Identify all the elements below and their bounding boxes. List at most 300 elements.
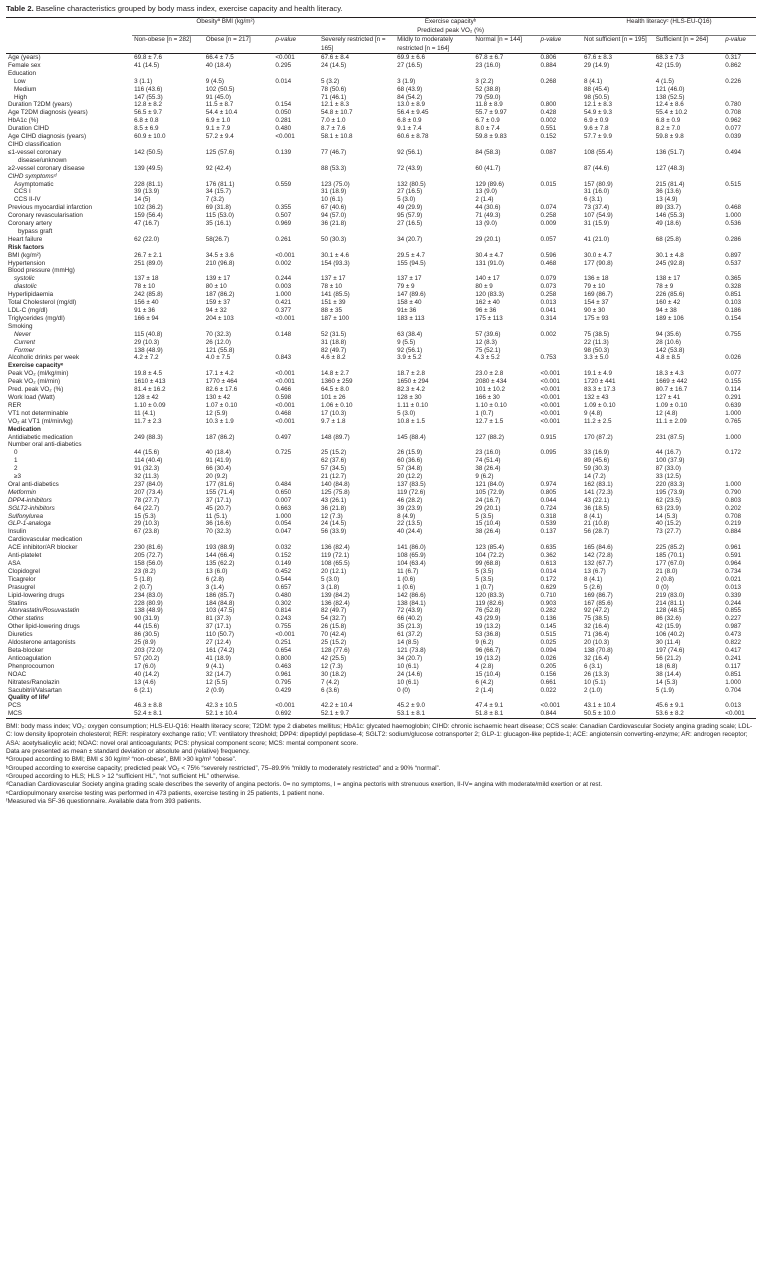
table-row xyxy=(6,283,756,291)
cell-value: 0.884 xyxy=(540,61,557,69)
cell-value xyxy=(473,267,538,275)
cell-value: 231 (87.5) xyxy=(655,433,685,441)
row-label: Anti-platelet xyxy=(8,552,42,560)
cell-value xyxy=(273,173,319,181)
cell-value xyxy=(132,141,204,149)
table-label: Table 2. xyxy=(6,4,34,13)
cell-value: 0.755 xyxy=(725,330,742,338)
cell-value xyxy=(273,473,319,481)
cell-value: 155 (71.4) xyxy=(205,488,235,496)
cell-value: 157 (80.9) xyxy=(584,180,613,188)
cell-value: 1.10 ± 0.09 xyxy=(134,401,166,409)
cell-value: 0.149 xyxy=(275,560,292,567)
cell-value xyxy=(273,165,319,173)
cell-value: 0.117 xyxy=(725,662,741,670)
cell-value: 13 (6.0) xyxy=(205,567,228,575)
cell-value xyxy=(319,70,395,78)
cell-value: 0.137 xyxy=(540,528,557,536)
cell-value: 23 (8.2) xyxy=(134,567,156,575)
cell-value xyxy=(204,70,274,78)
cell-value: 17 (6.0) xyxy=(134,662,156,670)
cell-value: 59.8 ± 9.83 xyxy=(475,133,507,141)
cell-value xyxy=(319,157,395,165)
cell-value: 0.291 xyxy=(725,393,742,401)
cell-value: 56 (33.9) xyxy=(320,528,347,536)
cell-value: 214 (81.1) xyxy=(655,599,685,607)
cell-value: 1.000 xyxy=(275,291,292,299)
cell-value: 142 (72.8) xyxy=(584,552,613,560)
cell-value: 10.8 ± 1.5 xyxy=(397,417,426,425)
row-label: ≤1-vessel coronary xyxy=(8,148,62,156)
cell-value: 121 (84.0) xyxy=(475,480,505,488)
cell-value: 156 ± 40 xyxy=(134,299,159,307)
cell-value: 59 (30.3) xyxy=(584,465,610,473)
cell-value xyxy=(723,157,756,165)
cell-value: 0.013 xyxy=(725,702,742,710)
cell-value: 5 (3.5) xyxy=(475,575,494,583)
cell-value: 12 (8.3) xyxy=(475,338,498,346)
section-header-row xyxy=(6,426,756,434)
cell-value: 0.136 xyxy=(540,615,557,623)
cell-value: 52.1 ± 9.7 xyxy=(320,710,349,718)
cell-value xyxy=(273,339,319,347)
cell-value: 6.7 ± 0.9 xyxy=(475,117,500,125)
cell-value: 38 (14.4) xyxy=(655,670,681,678)
cell-value: 0.806 xyxy=(540,54,557,61)
cell-value: 1.10 ± 0.10 xyxy=(475,401,507,409)
row-label: Other lipid-lowering drugs xyxy=(8,623,80,631)
exercise-group-subtitle: Predicted peak VO₂ (%) xyxy=(417,26,484,34)
cell-value: 0.539 xyxy=(540,520,557,528)
cell-value: 160 ± 42 xyxy=(655,299,681,307)
cell-value: 119 (72.1) xyxy=(320,552,350,560)
cell-value: 12.1 ± 8.3 xyxy=(584,101,612,109)
column-header-row xyxy=(6,36,756,54)
cell-value: 0.629 xyxy=(540,583,557,591)
row-label: Heart failure xyxy=(8,235,43,243)
table-row xyxy=(6,679,756,687)
cell-value: <0.001 xyxy=(275,314,295,322)
cell-value: <0.001 xyxy=(540,401,560,409)
cell-value: 64 (22.7) xyxy=(134,504,160,512)
table-body xyxy=(6,54,756,719)
cell-value: 0.803 xyxy=(725,496,742,504)
cell-value: 5 (3.0) xyxy=(397,196,416,204)
cell-value: 0.244 xyxy=(275,275,292,283)
cell-value: 2 (1.4) xyxy=(475,686,494,694)
cell-value: 6.9 ± 0.9 xyxy=(584,117,609,125)
cell-value: 5 (3.5) xyxy=(475,567,494,575)
cell-value: 4.3 ± 5.2 xyxy=(475,354,500,362)
cell-value: 0.282 xyxy=(540,607,557,615)
row-label: Diuretics xyxy=(8,631,33,639)
cell-value: 72 (43.9) xyxy=(397,607,423,615)
cell-value: 0.961 xyxy=(725,544,742,552)
cell-value: 6.8 ± 0.9 xyxy=(397,117,422,125)
cell-value: 169 (86.7) xyxy=(584,591,613,599)
cell-value: 32 (16.4) xyxy=(584,623,610,631)
row-label: MCS xyxy=(8,710,22,718)
cell-value xyxy=(654,70,724,78)
row-label: Hyperlipidaemia xyxy=(8,291,54,299)
cell-value: 32 (14.7) xyxy=(205,670,231,678)
cell-value: 1.09 ± 0.10 xyxy=(655,401,688,409)
cell-value xyxy=(319,173,395,181)
cell-value: 29 (20.1) xyxy=(475,504,501,512)
cell-value: 242 (85.8) xyxy=(134,291,163,299)
cell-value: 4.6 ± 8.2 xyxy=(320,354,346,362)
cell-value: 8 (4.9) xyxy=(397,512,416,520)
row-label: Ticagrelor xyxy=(8,575,36,583)
section-label: Exercise capacityᵉ xyxy=(8,362,64,370)
cell-value: 0.258 xyxy=(540,212,557,220)
cell-value: 0.596 xyxy=(540,251,557,259)
table-row xyxy=(6,513,756,521)
table-row xyxy=(6,449,756,457)
cell-value: 0.003 xyxy=(275,283,292,291)
cell-value: 94 (35.6) xyxy=(655,330,681,338)
cell-value: 197 (74.6) xyxy=(655,646,685,654)
row-label: Sacubitril/Valsartan xyxy=(8,686,62,694)
cell-value: 138 (70.8) xyxy=(584,646,613,654)
footnote: BMI: body mass index; VO₂: oxygen consumption; HLS-EU-Q16: Health literacy score; T2DM: type 2 diabetes mellitus; HbA1c: glycated haemoglobin; CIHD: chronic ischaemic heart disease; CCS scale: Canadian Cardiovascular Society angina grading scale; LDL-C: low density lipoprotein cholesterol; RER: respiratory exchange ratio; VT: ventilatory threshold; DPP4: dipeptidyl peptidase-4; SGLT2: sodium/glucose cotransporter 2; GLP-1: glucagon-like peptide-1; ACE: angiotensin converting-enzyme; AR: androgen receptor; ASA: acetylsalicylic acid; NOAC: novel oral anticoagulants; PCS: physical component score; MCS: mental component score. xyxy=(6,723,753,747)
cell-value xyxy=(273,441,319,449)
cell-value xyxy=(654,323,724,331)
cell-value: <0.001 xyxy=(725,710,745,718)
row-label: PCS xyxy=(8,702,21,710)
cell-value: 8.5 ± 6.9 xyxy=(134,125,159,133)
table-row xyxy=(6,710,756,718)
cell-value: 136 ± 18 xyxy=(584,275,609,283)
table-row xyxy=(6,101,756,109)
cell-value: 50.5 ± 10.0 xyxy=(584,710,616,718)
cell-value: 47 (16.7) xyxy=(134,220,160,228)
cell-value: 0.095 xyxy=(540,449,557,457)
cell-value: 42.2 ± 10.4 xyxy=(320,702,353,710)
cell-value: 49 (18.6) xyxy=(655,220,681,228)
cell-value: 158 ± 40 xyxy=(397,299,422,307)
cell-value: 1650 ± 294 xyxy=(397,378,429,386)
cell-value: 9.1 ± 7.4 xyxy=(397,125,422,133)
cell-value: 0.657 xyxy=(275,583,292,591)
cell-value: 0.227 xyxy=(725,615,742,623)
cell-value: 27 (16.5) xyxy=(397,61,423,69)
cell-value xyxy=(654,228,724,236)
cell-value: 45.2 ± 9.0 xyxy=(397,702,426,710)
cell-value: 63 (23.9) xyxy=(655,504,681,512)
row-label: VT1 not determinable xyxy=(8,409,69,417)
cell-value: 165 (84.6) xyxy=(584,544,613,552)
cell-value xyxy=(473,323,538,331)
cell-value: 175 ± 113 xyxy=(475,314,503,322)
cell-value: 155 (94.5) xyxy=(397,259,426,267)
cell-value xyxy=(539,323,583,331)
cell-value: 44 (15.6) xyxy=(134,449,160,457)
cell-value: 0.507 xyxy=(275,212,292,220)
cell-value xyxy=(395,536,473,544)
cell-value xyxy=(473,441,538,449)
cell-value: 70 (32.3) xyxy=(205,528,231,536)
footnote: ªGrouped according to BMI; BMI ≤ 30 kg/m² “non-obese”, BMI >30 kg/m² “obese”. xyxy=(6,756,237,764)
cell-value xyxy=(273,465,319,473)
cell-value: 40 (24.4) xyxy=(397,528,423,536)
cell-value: 0.172 xyxy=(540,575,557,583)
cell-value: 1610 ± 413 xyxy=(134,378,166,386)
cell-value: 100 (37.9) xyxy=(655,457,685,465)
cell-value: 7 (3.2) xyxy=(205,196,224,204)
cell-value: 9 (4.8) xyxy=(584,409,603,417)
row-label: Duration T2DM (years) xyxy=(8,101,72,109)
cell-value: 0.484 xyxy=(275,480,292,488)
cell-value: 0.314 xyxy=(540,314,557,322)
row-label: Oral anti-diabetics xyxy=(8,480,59,488)
table-row xyxy=(6,623,756,631)
section-label: Medication xyxy=(8,425,41,433)
cell-value: 0.663 xyxy=(275,504,292,512)
cell-value: 101 ± 26 xyxy=(320,393,346,401)
row-label: Triglycerides (mg/dl) xyxy=(8,314,65,322)
row-label: Other statins xyxy=(8,615,44,623)
cell-value: 137 ± 18 xyxy=(134,275,159,283)
cell-value: 0.710 xyxy=(540,591,557,599)
cell-value: 0.855 xyxy=(725,607,742,615)
cell-value xyxy=(395,141,473,149)
cell-value: 228 (80.9) xyxy=(134,599,163,607)
cell-value: 96 (66.7) xyxy=(475,646,501,654)
cell-value xyxy=(319,441,395,449)
cell-value: 75 (38.5) xyxy=(584,615,610,623)
cell-value: 24 (14.5) xyxy=(320,520,347,528)
table-row xyxy=(6,497,756,505)
cell-value: 210 (96.8) xyxy=(205,259,235,267)
cell-value: 32 (16.4) xyxy=(584,654,610,662)
cell-value: 13 (9.0) xyxy=(475,220,498,228)
cell-value xyxy=(723,473,756,481)
cell-value xyxy=(204,141,274,149)
cell-value: 66 (30.4) xyxy=(205,465,231,473)
cell-value: 70 (42.4) xyxy=(320,631,347,639)
table-row xyxy=(6,347,756,355)
cell-value: 138 (84.1) xyxy=(397,599,426,607)
cell-value: 228 (81.1) xyxy=(134,180,163,188)
cell-value: 4 (2.8) xyxy=(475,662,494,670)
cell-value: 0.598 xyxy=(275,393,292,401)
table-row xyxy=(6,473,756,481)
cell-value xyxy=(539,267,583,275)
row-label: Pred. peak VO₂ (%) xyxy=(8,386,64,394)
cell-value: 30.1 ± 4.6 xyxy=(320,251,349,259)
table-row xyxy=(6,86,756,94)
cell-value: 53 (36.8) xyxy=(475,631,501,639)
cell-value: 0.154 xyxy=(725,314,742,322)
cell-value: 5 (2.6) xyxy=(584,583,603,591)
cell-value: 0.172 xyxy=(725,449,742,457)
cell-value: 116 (43.6) xyxy=(134,85,163,93)
cell-value: 0.377 xyxy=(275,307,292,314)
table-row xyxy=(6,647,756,655)
cell-value: 0.057 xyxy=(540,235,557,243)
cell-value: 39 (23.9) xyxy=(397,504,423,512)
cell-value: 50 (30.3) xyxy=(320,235,347,243)
cell-value: 5 (3.2) xyxy=(320,77,340,85)
footnote: ᶠMeasured via SF-36 questionnaire. Available data from 393 patients. xyxy=(6,797,202,805)
cell-value: 0.635 xyxy=(540,544,557,552)
cell-value: 30.0 ± 4.7 xyxy=(584,251,612,259)
cell-value xyxy=(273,86,319,94)
row-label: Asymptomatic xyxy=(14,180,54,188)
row-label: NOAC xyxy=(8,670,27,678)
row-label: ≥3 xyxy=(14,473,21,481)
cell-value: 0.243 xyxy=(275,615,292,623)
cell-value: 154 (93.3) xyxy=(320,259,350,267)
row-label: Cardiovascular medication xyxy=(8,536,83,544)
cell-value: 35 (21.3) xyxy=(397,623,423,631)
cell-value: 0.725 xyxy=(275,449,292,457)
cell-value: 123 (75.0) xyxy=(320,180,350,188)
cell-value: 68 (25.8) xyxy=(655,235,681,243)
cell-value: 25 (15.2) xyxy=(320,449,347,457)
cell-value: 0.014 xyxy=(540,567,557,575)
cell-value: 12 (5.5) xyxy=(205,678,228,686)
cell-value: 251 (89.0) xyxy=(134,259,163,267)
cell-value: 0.844 xyxy=(540,710,557,718)
cell-value: 96 ± 36 xyxy=(475,307,497,314)
cell-value: 82.6 ± 17.6 xyxy=(205,386,238,394)
obesity-group-header: Obesityª BMI (kg/m²) xyxy=(132,18,319,36)
cell-value: 144 (66.4) xyxy=(205,552,235,560)
cell-value: 0.884 xyxy=(725,528,742,536)
cell-value: 42 (15.9) xyxy=(655,61,681,69)
cell-value xyxy=(723,228,756,236)
column-header: p-value xyxy=(725,36,746,43)
cell-value: 237 (84.0) xyxy=(134,480,163,488)
row-label: High xyxy=(14,93,27,101)
cell-value: 146 (55.3) xyxy=(655,212,685,220)
cell-value: 0.077 xyxy=(725,125,742,133)
cell-value xyxy=(395,157,473,165)
cell-value: 0.468 xyxy=(725,204,742,212)
cell-value: 0.969 xyxy=(275,220,292,228)
row-label: CCS II-IV xyxy=(14,196,41,204)
cell-value: 19.8 ± 4.5 xyxy=(134,370,163,378)
cell-value: 186 (85.7) xyxy=(205,591,235,599)
cell-value: 136 (82.4) xyxy=(320,599,350,607)
cell-value: 74 (51.4) xyxy=(475,457,501,465)
table-row xyxy=(6,323,756,331)
cell-value xyxy=(539,347,583,355)
cell-value: 3 (1.9) xyxy=(397,77,416,85)
cell-value: 0.468 xyxy=(275,409,292,417)
cell-value xyxy=(723,173,756,181)
cell-value: 0.708 xyxy=(725,109,742,117)
table-row xyxy=(6,441,756,449)
cell-value: 0.251 xyxy=(275,639,292,647)
cell-value: 3 (1.1) xyxy=(134,77,153,85)
cell-value xyxy=(723,141,756,149)
table-row xyxy=(6,560,756,568)
cell-value: 10 (5.1) xyxy=(584,678,606,686)
cell-value: 0.244 xyxy=(725,599,742,607)
cell-value: 0 (0) xyxy=(655,583,669,591)
cell-value xyxy=(539,536,583,544)
cell-value: 28 (10.6) xyxy=(655,338,681,346)
cell-value xyxy=(723,441,756,449)
cell-value: 8.7 ± 7.6 xyxy=(320,125,346,133)
column-header: p-value xyxy=(275,36,296,43)
cell-value: <0.001 xyxy=(275,631,295,639)
cell-value: 166 ± 94 xyxy=(134,314,159,322)
cell-value: 6 (3.6) xyxy=(320,686,340,694)
cell-value: 14 (8.5) xyxy=(397,639,419,647)
cell-value: 215 (81.4) xyxy=(655,180,685,188)
cell-value: 2 (1.0) xyxy=(584,686,603,694)
cell-value: 114 (40.4) xyxy=(134,457,163,465)
row-label: 0 xyxy=(14,449,18,457)
cell-value: 18.7 ± 2.8 xyxy=(397,370,426,378)
cell-value: 9.1 ± 7.9 xyxy=(205,125,231,133)
cell-value: 245 (92.8) xyxy=(655,259,685,267)
cell-value: 0 (0) xyxy=(397,686,411,694)
cell-value: 33 (16.9) xyxy=(584,449,610,457)
cell-value: 7 (4.2) xyxy=(320,678,340,686)
cell-value: 0.328 xyxy=(725,283,742,291)
cell-value: 6.8 ± 0.8 xyxy=(134,117,159,125)
cell-value xyxy=(539,86,583,94)
table-row xyxy=(6,544,756,552)
cell-value: 115 (53.0) xyxy=(205,212,235,220)
cell-value: 225 (85.2) xyxy=(655,544,685,552)
cell-value: 89 (45.6) xyxy=(584,457,610,465)
cell-value: 26 (15.8) xyxy=(320,623,347,631)
cell-value: 0.226 xyxy=(725,77,742,85)
cell-value xyxy=(539,465,583,473)
table-row xyxy=(6,188,756,196)
cell-value: 21 (8.0) xyxy=(655,567,678,575)
cell-value: 4.8 ± 8.5 xyxy=(655,354,681,362)
cell-value: 23 (16.0) xyxy=(475,61,501,69)
cell-value: <0.001 xyxy=(540,386,560,394)
cell-value: 193 (88.9) xyxy=(205,544,235,552)
column-header: Sufficient [n = 264] xyxy=(655,36,708,43)
cell-value: 52.1 ± 10.4 xyxy=(205,710,238,718)
cell-value: 0.765 xyxy=(725,417,742,425)
cell-value: 44 (15.6) xyxy=(134,623,160,631)
cell-value: 0.286 xyxy=(725,235,742,243)
cell-value: 102 (36.2) xyxy=(134,204,163,212)
cell-value: 119 (82.6) xyxy=(475,599,504,607)
cell-value: 23 (16.0) xyxy=(475,449,501,457)
table-head xyxy=(6,18,756,54)
row-label: Age T2DM diagnosis (years) xyxy=(8,109,88,117)
table-row xyxy=(6,418,756,426)
cell-value: 125 (57.6) xyxy=(205,148,235,156)
cell-value: 121 (55.8) xyxy=(205,346,235,354)
row-label: CIHD classification xyxy=(8,140,61,148)
cell-value: 91 ± 36 xyxy=(134,307,156,314)
footnote: Data are presented as mean ± standard deviation or absolute and (relative) frequency. xyxy=(6,748,250,756)
cell-value: 21 (10.8) xyxy=(584,520,610,528)
cell-value: 44 (30.6) xyxy=(475,204,501,212)
table-row xyxy=(6,125,756,133)
cell-value: 29 (20.1) xyxy=(475,235,501,243)
row-label: bypass graft xyxy=(18,227,53,235)
cell-value xyxy=(582,228,654,236)
cell-value xyxy=(473,141,538,149)
cell-value: 136 (82.4) xyxy=(320,544,350,552)
table-row xyxy=(6,331,756,339)
cell-value: 0.145 xyxy=(540,623,557,631)
cell-value: 57.7 ± 9.9 xyxy=(584,133,612,141)
